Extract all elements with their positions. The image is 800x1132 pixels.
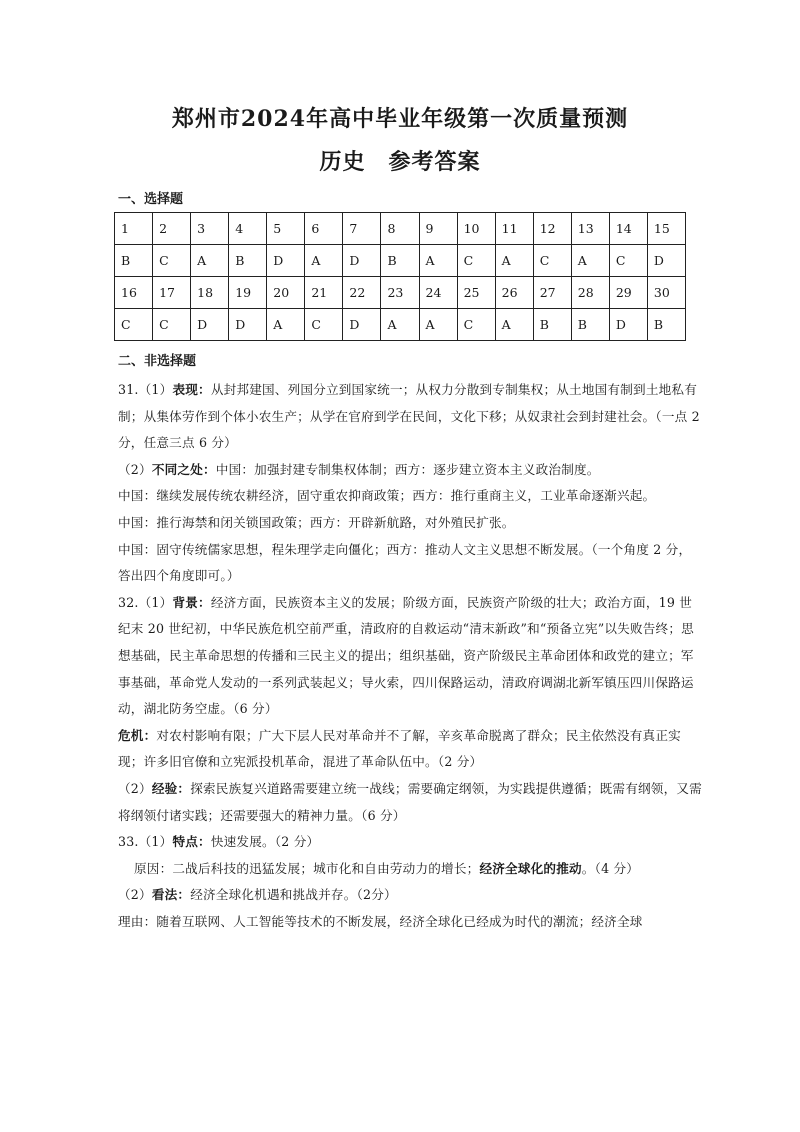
page-title: 郑州市2024年高中毕业年级第一次质量预测 bbox=[171, 106, 629, 132]
q31-label-butong: 不同之处： bbox=[151, 461, 216, 477]
section-heading-nonchoice: 二、非选择题 bbox=[118, 354, 197, 369]
q32-label-weiji: 危机： bbox=[118, 727, 157, 743]
q31-part1 bbox=[118, 377, 704, 457]
question-number-cell: 9 bbox=[419, 213, 457, 245]
q32-weiji-text: 对农村影响有限；广大下层人民对革命并不了解，辛亥革命脱离了群众；民主依然没有真正实现；许多旧官僚和立宪派投机革命，混进了革命队伍中。（2 分） bbox=[118, 727, 681, 770]
answer-cell: A bbox=[191, 245, 229, 277]
page-subtitle: 历史 参考答案 bbox=[319, 149, 481, 175]
q33-reason-bold: 经济全球化的推动 bbox=[479, 860, 582, 876]
section-heading-choice: 一、选择题 bbox=[118, 192, 184, 207]
question-number-cell: 13 bbox=[571, 213, 609, 245]
question-number-cell: 18 bbox=[191, 277, 229, 309]
answer-cell: A bbox=[305, 245, 343, 277]
answer-table-body bbox=[115, 213, 686, 341]
question-number-cell: 20 bbox=[267, 277, 305, 309]
question-number-cell: 6 bbox=[305, 213, 343, 245]
q31-part3: 中国：继续发展传统农耕经济，固守重农抑商政策；西方：推行重商主义，工业革命逐渐兴起。 bbox=[118, 488, 656, 504]
q32-part1 bbox=[118, 590, 704, 723]
question-number-cell: 25 bbox=[457, 277, 495, 309]
q33-part4: 理由：随着互联网、人工智能等技术的不断发展，经济全球化已经成为时代的潮流；经济全球 bbox=[118, 913, 643, 929]
q33-part2 bbox=[118, 856, 704, 883]
question-number-cell: 22 bbox=[343, 277, 381, 309]
answer-cell: C bbox=[457, 245, 495, 277]
q33-label-tedian: 特点： bbox=[172, 834, 211, 850]
answer-table-row bbox=[115, 309, 686, 341]
question-number-cell: 10 bbox=[457, 213, 495, 245]
answer-cell: B bbox=[115, 245, 153, 277]
q33-part3 bbox=[118, 882, 704, 909]
question-number-cell: 1 bbox=[115, 213, 153, 245]
q33-kanfa-text: 经济全球化机遇和挑战并存。（2分） bbox=[190, 887, 397, 903]
answer-cell: A bbox=[267, 309, 305, 341]
question-number-cell: 16 bbox=[115, 277, 153, 309]
q31-number: 31.（1） bbox=[118, 382, 173, 397]
answer-cell: A bbox=[381, 309, 419, 341]
question-number-cell: 11 bbox=[495, 213, 533, 245]
answer-cell: C bbox=[115, 309, 153, 341]
answer-cell: D bbox=[647, 245, 685, 277]
answer-body-text bbox=[118, 377, 704, 935]
question-number-cell: 3 bbox=[191, 213, 229, 245]
q32-number: 32.（1） bbox=[118, 594, 173, 610]
question-number-cell: 8 bbox=[381, 213, 419, 245]
q31-part2 bbox=[118, 457, 704, 484]
answer-cell: A bbox=[495, 309, 533, 341]
answer-cell: C bbox=[153, 309, 191, 341]
answer-table bbox=[114, 212, 686, 341]
q31-sub2-text: 中国：加强封建专制集权体制；西方：逐步建立资本主义政治制度。 bbox=[215, 461, 600, 477]
answer-cell: D bbox=[191, 309, 229, 341]
question-number-cell: 15 bbox=[647, 213, 685, 245]
q31-part4: 中国：推行海禁和闭关锁国政策；西方：开辟新航路，对外殖民扩张。 bbox=[118, 514, 515, 530]
q33-sub2-number: （2） bbox=[118, 887, 152, 903]
answer-cell: B bbox=[381, 245, 419, 277]
q32-label-jingyan: 经验： bbox=[151, 780, 191, 796]
answer-cell: B bbox=[229, 245, 267, 277]
answer-table-row bbox=[115, 213, 686, 245]
q33-text: 快速发展。（2 分） bbox=[210, 834, 320, 850]
q31-label-biaoxian: 表现： bbox=[172, 382, 211, 397]
question-number-cell: 17 bbox=[153, 277, 191, 309]
question-number-cell: 21 bbox=[305, 277, 343, 309]
answer-cell: B bbox=[647, 309, 685, 341]
answer-cell: D bbox=[229, 309, 267, 341]
question-number-cell: 5 bbox=[267, 213, 305, 245]
answer-cell: B bbox=[533, 309, 571, 341]
answer-cell: D bbox=[343, 245, 381, 277]
question-number-cell: 28 bbox=[571, 277, 609, 309]
question-number-cell: 27 bbox=[533, 277, 571, 309]
q32-jingyan-text: 探索民族复兴道路需要建立统一战线；需要确定纲领，为实践提供遵循；既需有纲领，又需将纲领付诸实践；还需要强大的精神力量。（6 分） bbox=[118, 780, 702, 823]
q32-sub2-number: （2） bbox=[118, 780, 152, 796]
question-number-cell: 7 bbox=[343, 213, 381, 245]
answer-table-row bbox=[115, 277, 686, 309]
question-number-cell: 26 bbox=[495, 277, 533, 309]
q32-text: 经济方面，民族资本主义的发展；阶级方面，民族资产阶级的壮大；政治方面，19 世纪末 20 世纪初，中华民族危机空前严重，清政府的自救运动“清末新政”和“预备立宪”以失败告终；思想基础，民主革命思想的传播和三民主义的提出；组织基础，资产阶级民主革命团体和政党的建立；军事基础，革命党人发动的一系列武装起义；导火索，四川保路运动，清政府调湖北新军镇压四川保路运动，湖北防务空虚。（6 分） bbox=[118, 594, 694, 717]
q33-number: 33.（1） bbox=[118, 834, 173, 850]
answer-cell: A bbox=[495, 245, 533, 277]
answer-cell: C bbox=[609, 245, 647, 277]
answer-cell: D bbox=[609, 309, 647, 341]
answer-cell: A bbox=[571, 245, 609, 277]
q31-sub2-number: （2） bbox=[118, 461, 152, 477]
question-number-cell: 4 bbox=[229, 213, 267, 245]
question-number-cell: 24 bbox=[419, 277, 457, 309]
q31-text: 从封邦建国、列国分立到国家统一；从权力分散到专制集权；从土地国有制到土地私有制；从集体劳作到个体小农生产；从学在官府到学在民间，文化下移；从奴隶社会到封建社会。（一点 2 分，任意三点 6 分） bbox=[118, 382, 700, 451]
answer-cell: A bbox=[419, 309, 457, 341]
q31-part5: 中国：固守传统儒家思想，程朱理学走向僵化；西方：推动人文主义思想不断发展。（一个角度 2 分，答出四个角度即可。） bbox=[118, 541, 692, 584]
answer-cell: D bbox=[267, 245, 305, 277]
q33-part1 bbox=[118, 829, 704, 856]
answer-cell: C bbox=[533, 245, 571, 277]
answer-cell: C bbox=[305, 309, 343, 341]
question-number-cell: 12 bbox=[533, 213, 571, 245]
answer-cell: B bbox=[571, 309, 609, 341]
q32-label-beijing: 背景： bbox=[172, 594, 211, 610]
q33-reason-text: 原因：二战后科技的迅猛发展；城市化和自由劳动力的增长； bbox=[134, 860, 480, 876]
answer-cell: C bbox=[153, 245, 191, 277]
answer-cell: C bbox=[457, 309, 495, 341]
q33-label-kanfa: 看法： bbox=[151, 887, 191, 903]
q32-part2 bbox=[118, 723, 704, 776]
question-number-cell: 14 bbox=[609, 213, 647, 245]
question-number-cell: 2 bbox=[153, 213, 191, 245]
answer-cell: D bbox=[343, 309, 381, 341]
answer-cell: A bbox=[419, 245, 457, 277]
question-number-cell: 23 bbox=[381, 277, 419, 309]
q32-part3 bbox=[118, 776, 704, 829]
answer-table-row bbox=[115, 245, 686, 277]
question-number-cell: 29 bbox=[609, 277, 647, 309]
q33-reason-tail: 。（4 分） bbox=[581, 860, 640, 876]
question-number-cell: 30 bbox=[647, 277, 685, 309]
question-number-cell: 19 bbox=[229, 277, 267, 309]
